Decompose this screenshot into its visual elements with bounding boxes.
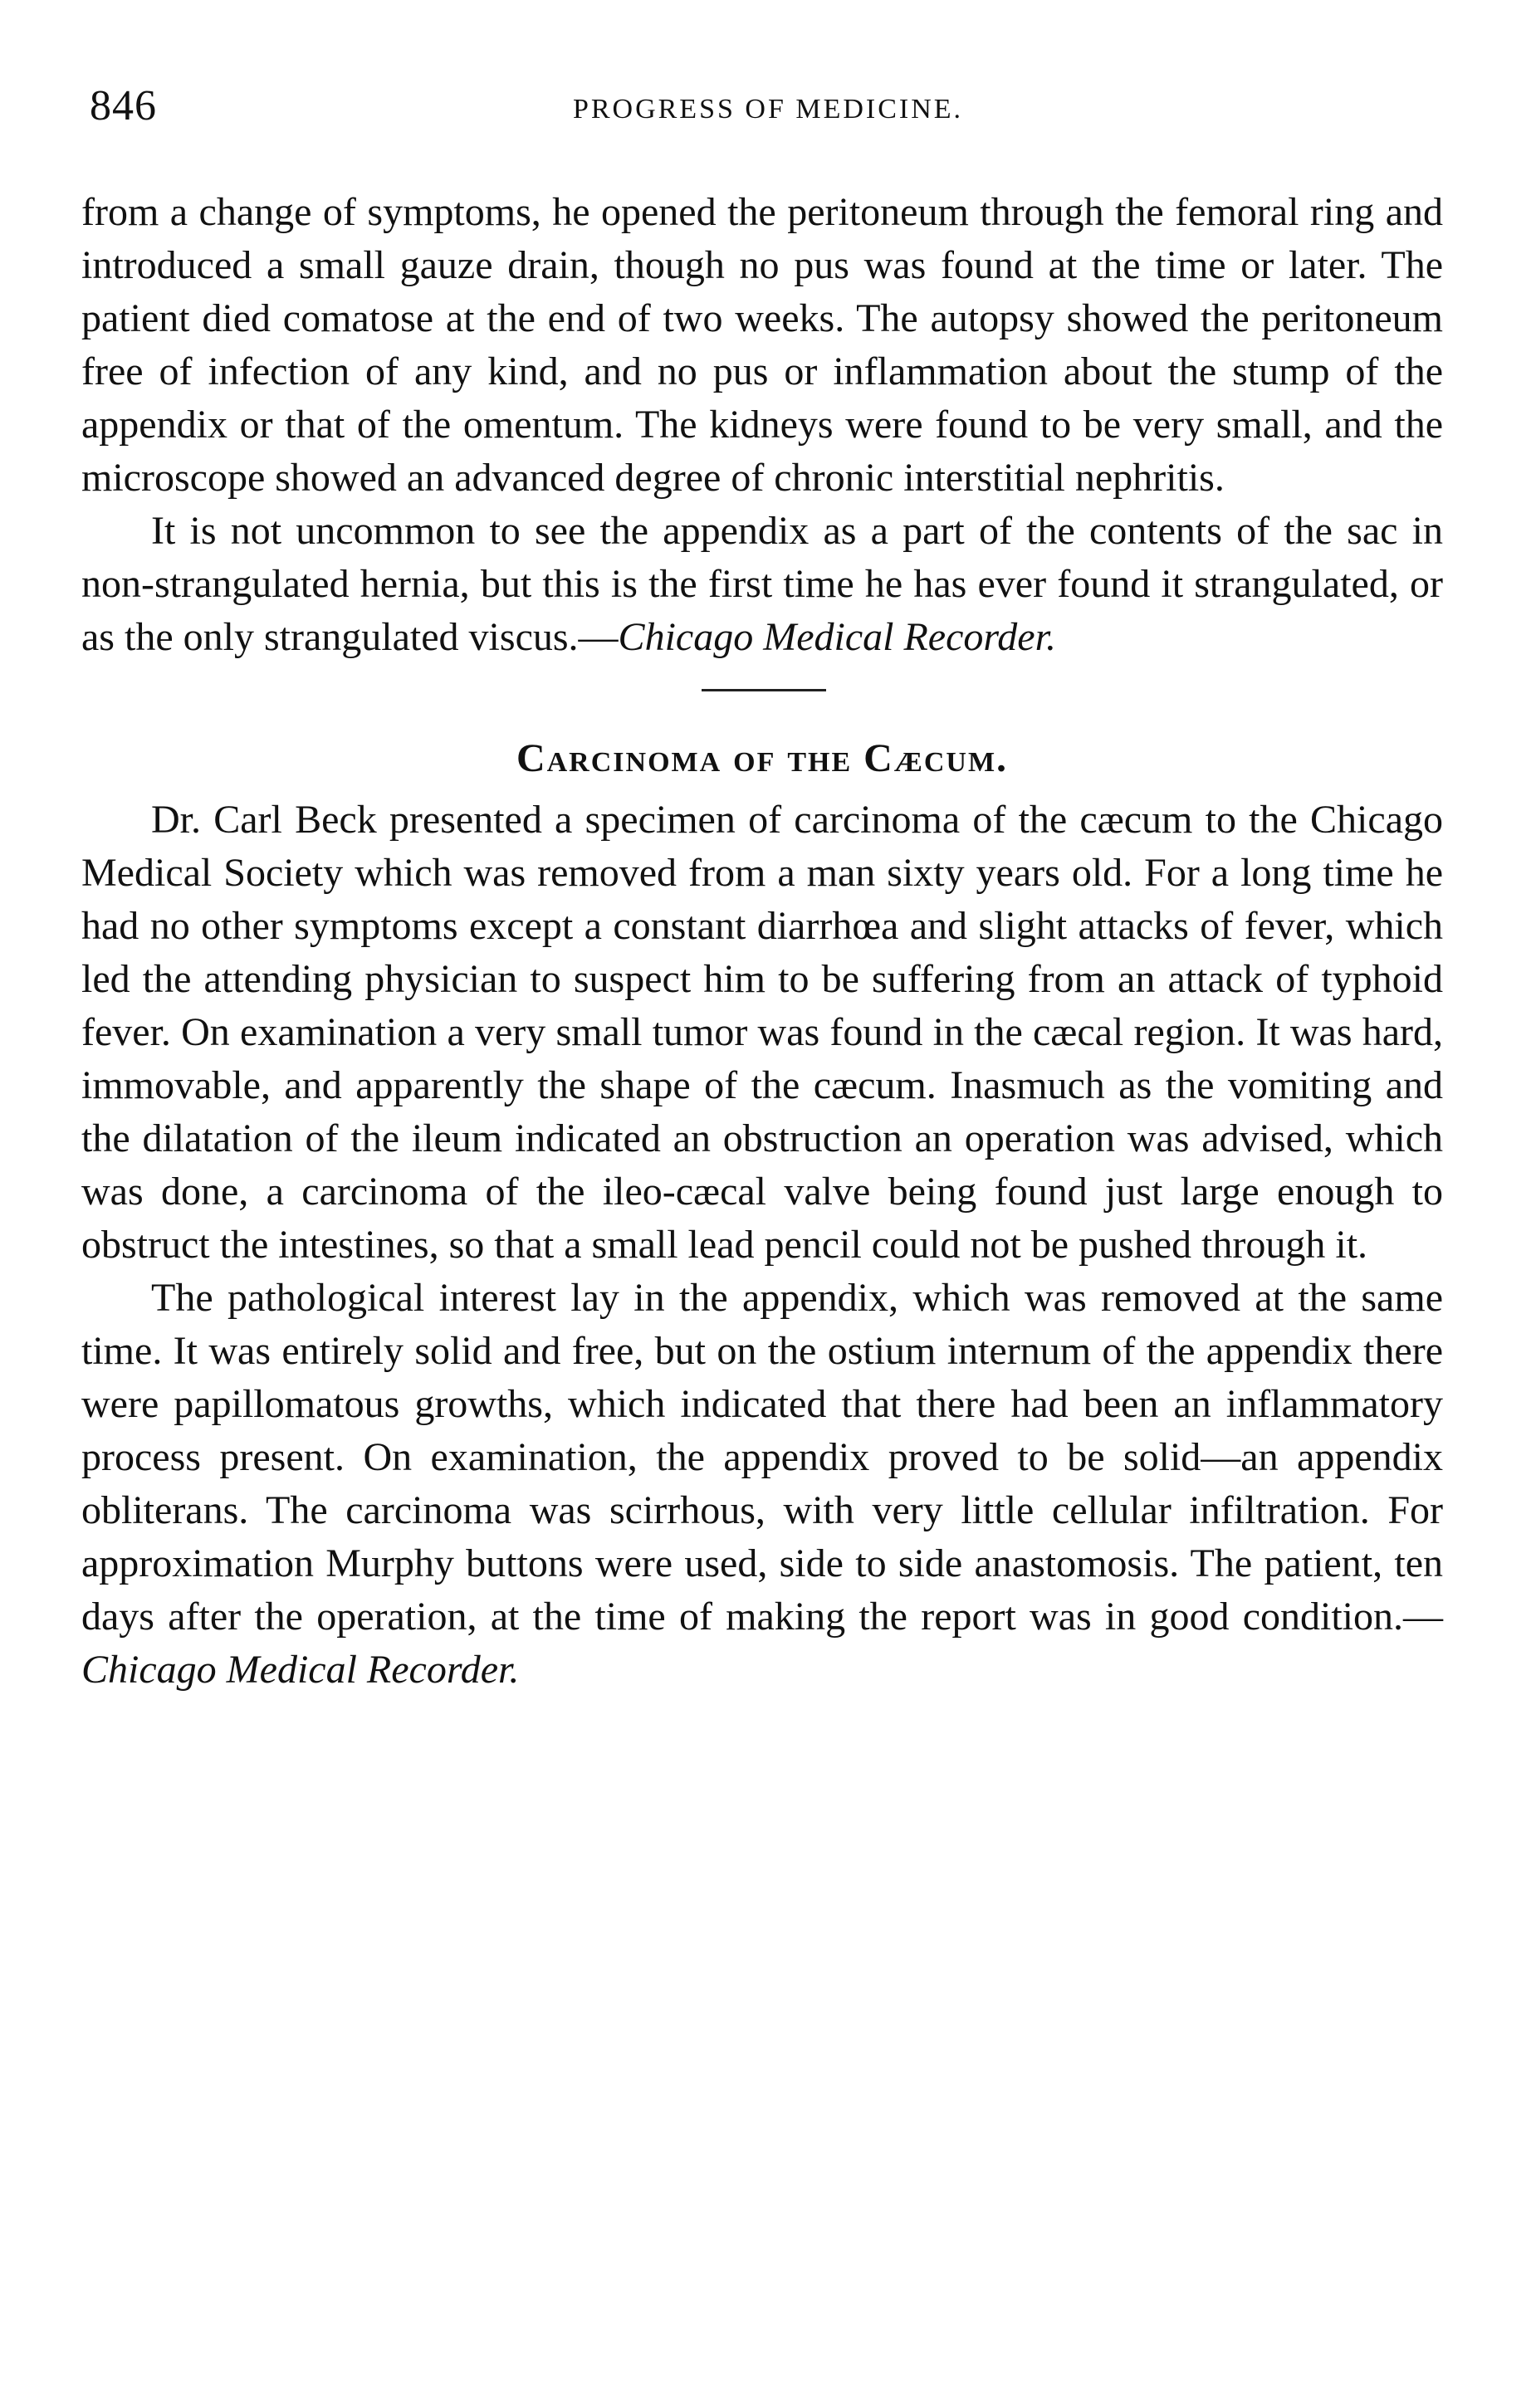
running-head: PROGRESS OF MEDICINE. <box>572 94 964 125</box>
paragraph-text: The pathological interest lay in the appendix, which was removed at the same time. It was entirely solid and free, but on the ostium internum of the appendix there were papillomatous growths, which indicated that there had been an inflammatory process present. On examination, the appendix proved to be solid—an appendix obliterans. The carcinoma was scirrhous, with very little cellular infiltration. For approximation Murphy buttons were used, side to side anastomosis. The patient, ten days after the operation, at the time of making the report was in good condition.— <box>81 1276 1443 1639</box>
citation: Chicago Medical Recorder. <box>618 615 1056 659</box>
citation: Chicago Medical Recorder. <box>81 1648 520 1692</box>
paragraph-text: It is not uncommon to see the appendix as a part of the contents of the sac in non-strangulated hernia, but this is the first time he has ever found it strangulated, or as the only strangulated viscus.— <box>81 509 1443 659</box>
page-number: 846 <box>90 82 157 129</box>
section-divider-wrap <box>81 664 1443 730</box>
paragraph-text: from a change of symptoms, he opened the peritoneum through the femoral ring and introduced a small gauze drain, though no pus was found at the time or later. The patient died comatose at the end of two weeks. The autopsy showed the peritoneum free of infection of any kind, and no pus or inflammation about the stump of the appendix or that of the omentum. The kidneys were found to be very small, and the microscope showed an advanced degree of chronic interstitial nephritis. <box>81 190 1443 500</box>
paragraph <box>81 1272 1443 1697</box>
paragraph-continued <box>81 186 1443 505</box>
section-title: Carcinoma of the Cæcum. <box>516 736 1009 780</box>
paragraph-text: Dr. Carl Beck presented a specimen of carcinoma of the cæcum to the Chicago Medical Society which was removed from a man sixty years old. For a long time he had no other symptoms except a constant diarrhœa and slight attacks of fever, which led the attending physician to suspect him to be suffering from an attack of typhoid fever. On examination a very small tumor was found in the cæcal region. It was hard, immovable, and apparently the shape of the cæcum. Inasmuch as the vomiting and the dilatation of the ileum indicated an obstruction an operation was advised, which was done, a carcinoma of the ileo-cæcal valve being found just large enough to obstruct the intestines, so that a small lead pencil could not be pushed through it. <box>81 798 1443 1267</box>
paragraph <box>81 794 1443 1272</box>
section-divider <box>702 689 826 691</box>
paragraph <box>81 505 1443 664</box>
page-body <box>81 186 1443 1697</box>
